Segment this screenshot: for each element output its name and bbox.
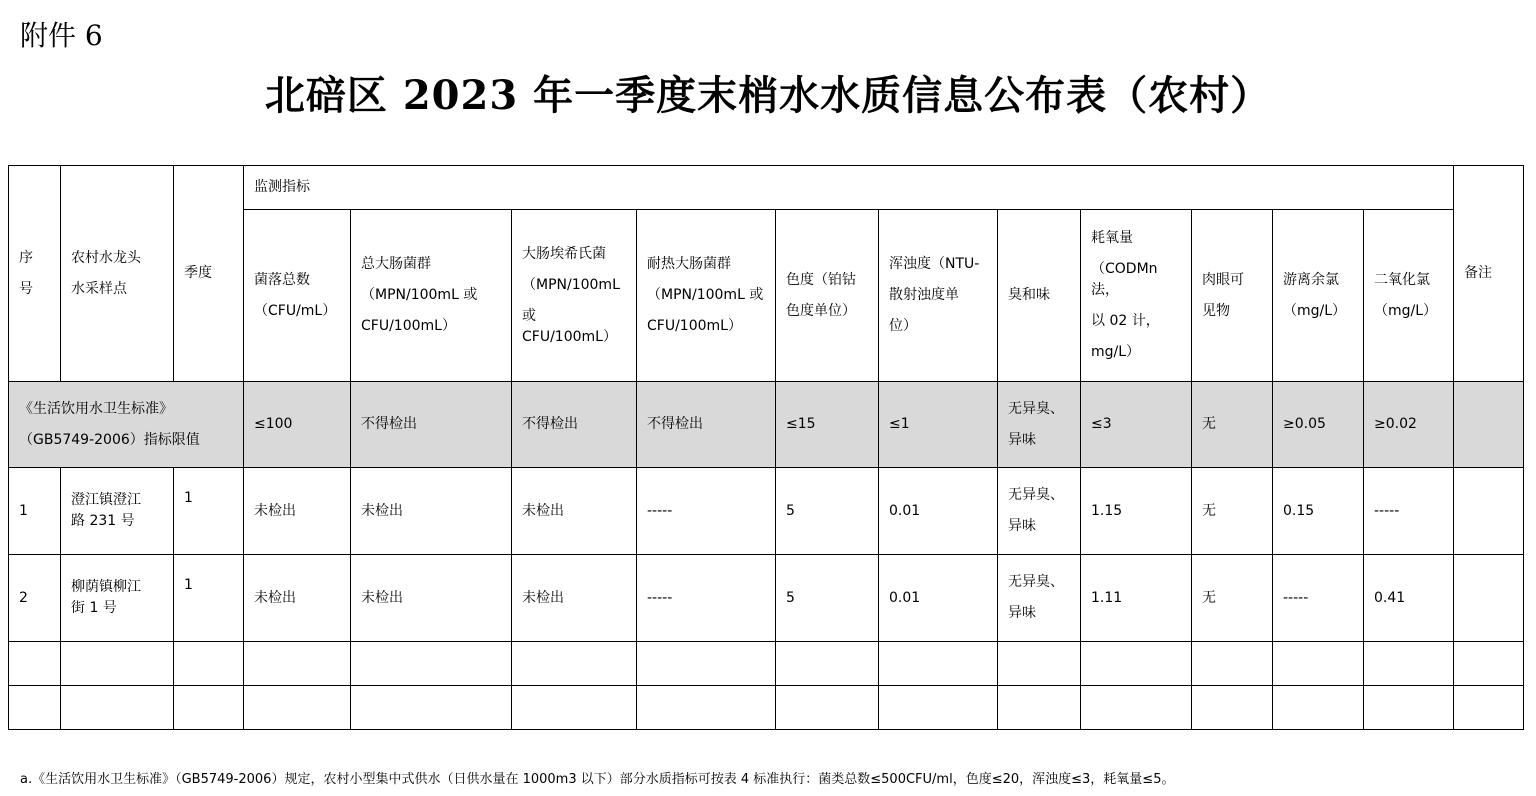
header-indicator: 菌落总数 （CFU/mL） (244, 210, 351, 382)
cell-seq: 1 (9, 468, 61, 555)
cell-value: 未检出 (351, 468, 512, 555)
cell-remark (1454, 555, 1524, 642)
cell-value: 无异臭、 异味 (998, 468, 1081, 555)
header-season: 季度 (174, 166, 244, 382)
header-indicator: 二氧化氯 （mg/L） (1364, 210, 1454, 382)
empty-row (9, 642, 1524, 686)
empty-cell (998, 686, 1081, 730)
empty-cell (1192, 686, 1273, 730)
header-indicator: 大肠埃希氏菌 （MPN/100mL 或 CFU/100mL） (512, 210, 637, 382)
cell-value: 无异臭、 异味 (998, 382, 1081, 468)
cell-value: 未检出 (512, 468, 637, 555)
cell-value: 5 (776, 555, 879, 642)
cell-value: ----- (1273, 555, 1364, 642)
cell-value: 无 (1192, 382, 1273, 468)
cell-value: 无异臭、 异味 (998, 555, 1081, 642)
header-indicator: 总大肠菌群 （MPN/100mL 或 CFU/100mL） (351, 210, 512, 382)
cell-value: 不得检出 (351, 382, 512, 468)
empty-cell (1081, 686, 1192, 730)
empty-cell (1192, 642, 1273, 686)
cell-value: 0.41 (1364, 555, 1454, 642)
header-indicator: 色度（铂钴 色度单位） (776, 210, 879, 382)
cell-value: 5 (776, 468, 879, 555)
table-row (9, 555, 1524, 642)
cell-value: 0.01 (879, 468, 998, 555)
page-title: 北碚区 2023 年一季度末梢水水质信息公布表（农村） (264, 72, 1272, 119)
cell-value: 未检出 (512, 555, 637, 642)
empty-cell (776, 686, 879, 730)
empty-cell (879, 686, 998, 730)
cell-value: 未检出 (244, 555, 351, 642)
cell-value: 1.11 (1081, 555, 1192, 642)
empty-cell (9, 686, 61, 730)
standard-label: 《生活饮用水卫生标准》 （GB5749-2006）指标限值 (9, 382, 244, 468)
empty-cell (512, 686, 637, 730)
cell-remark (1454, 468, 1524, 555)
empty-cell (61, 686, 174, 730)
empty-cell (244, 686, 351, 730)
cell-site: 澄江镇澄江 路 231 号 (61, 468, 174, 555)
cell-value: ----- (637, 555, 776, 642)
cell-site: 柳荫镇柳江 街 1 号 (61, 555, 174, 642)
empty-cell (1454, 686, 1524, 730)
cell-value: 不得检出 (637, 382, 776, 468)
water-quality-table (8, 165, 1524, 730)
empty-cell (1364, 642, 1454, 686)
attachment-label: 附件 6 (20, 19, 103, 52)
cell-value: 未检出 (244, 468, 351, 555)
cell-value: 未检出 (351, 555, 512, 642)
empty-cell (1273, 686, 1364, 730)
header-indicator: 耗氧量 （CODMn 法， 以 02 计， mg/L） (1081, 210, 1192, 382)
footnote: a.《生活饮用水卫生标准》（GB5749-2006）规定，农村小型集中式供水（日供水量在 1000m3 以下）部分水质指标可按表 4 标准执行：菌类总数≤500CFU/ml，色度≤20，浑浊度≤3，耗氧量≤5。 (20, 772, 1175, 787)
empty-cell (174, 686, 244, 730)
empty-cell (351, 686, 512, 730)
empty-cell (637, 686, 776, 730)
header-remark: 备注 (1454, 166, 1524, 382)
cell-value: ≥0.02 (1364, 382, 1454, 468)
cell-value: ≤100 (244, 382, 351, 468)
empty-cell (174, 642, 244, 686)
empty-cell (1081, 642, 1192, 686)
empty-cell (776, 642, 879, 686)
cell-value: 不得检出 (512, 382, 637, 468)
empty-cell (61, 642, 174, 686)
cell-value: 1.15 (1081, 468, 1192, 555)
cell-value: ≥0.05 (1273, 382, 1364, 468)
empty-cell (879, 642, 998, 686)
empty-cell (998, 642, 1081, 686)
cell-value: ≤1 (879, 382, 998, 468)
header-indicator: 肉眼可 见物 (1192, 210, 1273, 382)
cell-value: ≤3 (1081, 382, 1192, 468)
empty-row (9, 686, 1524, 730)
cell-value: ≤15 (776, 382, 879, 468)
empty-cell (244, 642, 351, 686)
cell-seq: 2 (9, 555, 61, 642)
empty-cell (1273, 642, 1364, 686)
empty-cell (512, 642, 637, 686)
header-monitor-group: 监测指标 (244, 166, 1454, 210)
cell-value: 无 (1192, 468, 1273, 555)
empty-cell (637, 642, 776, 686)
empty-cell (351, 642, 512, 686)
standard-remark (1454, 382, 1524, 468)
header-indicator: 游离余氯 （mg/L） (1273, 210, 1364, 382)
cell-season: 1 (174, 555, 244, 642)
cell-season: 1 (174, 468, 244, 555)
cell-value: 无 (1192, 555, 1273, 642)
header-indicator: 臭和味 (998, 210, 1081, 382)
empty-cell (1364, 686, 1454, 730)
cell-value: ----- (1364, 468, 1454, 555)
cell-value: 0.15 (1273, 468, 1364, 555)
cell-value: 0.01 (879, 555, 998, 642)
cell-value: ----- (637, 468, 776, 555)
table-row (9, 468, 1524, 555)
empty-cell (9, 642, 61, 686)
header-site: 农村水龙头 水采样点 (61, 166, 174, 382)
standard-row (9, 382, 1524, 468)
header-indicator: 浑浊度（NTU- 散射浊度单 位） (879, 210, 998, 382)
empty-cell (1454, 642, 1524, 686)
header-seq: 序 号 (9, 166, 61, 382)
header-indicator: 耐热大肠菌群 （MPN/100mL 或 CFU/100mL） (637, 210, 776, 382)
